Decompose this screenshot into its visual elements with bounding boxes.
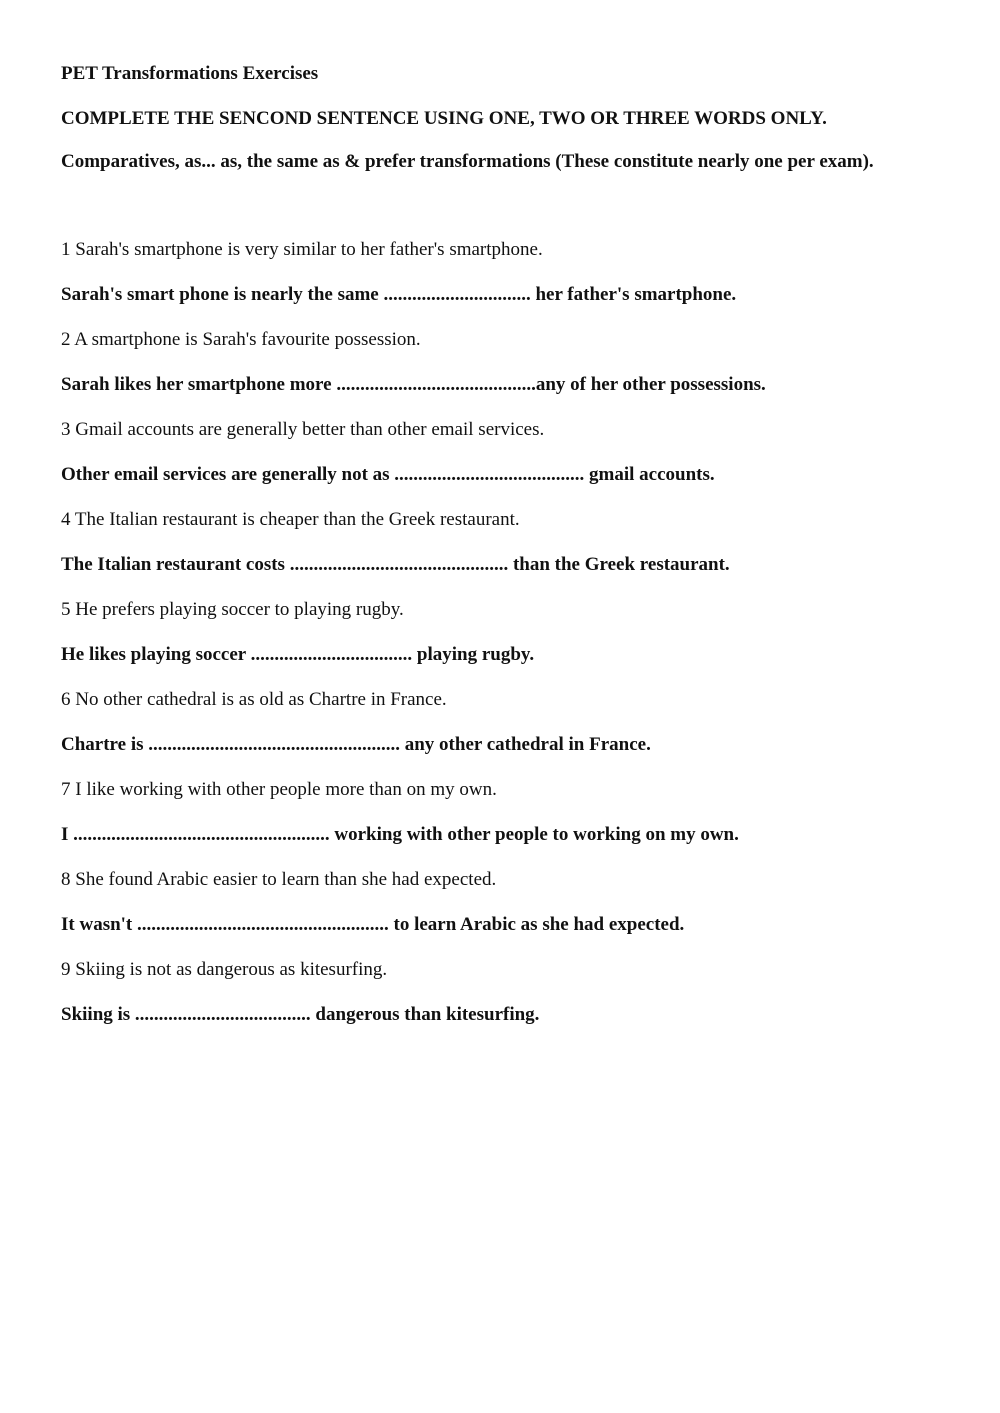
original-sentence: 5 He prefers playing soccer to playing rugby. <box>61 599 404 620</box>
transformation-sentence: Skiing is ..................................... dangerous than kitesurfing. <box>61 1004 540 1025</box>
transformation-sentence: Other email services are generally not as ........................................ gmail accounts. <box>61 464 715 485</box>
transformation-sentence: Chartre is ..................................................... any other cathedral in France. <box>61 734 651 755</box>
transformation-sentence: Sarah's smart phone is nearly the same ............................... her father's smartphone. <box>61 284 737 305</box>
original-sentence: 6 No other cathedral is as old as Chartre in France. <box>61 689 447 710</box>
exercise-item-7 <box>61 778 941 847</box>
transformation-sentence: He likes playing soccer .................................. playing rugby. <box>61 644 535 665</box>
original-sentence: 7 I like working with other people more than on my own. <box>61 779 497 800</box>
transformation-sentence: It wasn't ..................................................... to learn Arabic as she had expected. <box>61 914 685 935</box>
original-sentence: 9 Skiing is not as dangerous as kitesurfing. <box>61 959 388 980</box>
original-sentence: 4 The Italian restaurant is cheaper than the Greek restaurant. <box>61 509 520 530</box>
exercise-item-3 <box>61 418 941 487</box>
transformation-sentence: I ...................................................... working with other people to working on my own. <box>61 824 739 845</box>
exercise-item-6 <box>61 688 941 757</box>
exercise-item-5 <box>61 598 941 667</box>
exercise-item-1 <box>61 238 941 307</box>
original-sentence: 2 A smartphone is Sarah's favourite possession. <box>61 329 421 350</box>
worksheet-page <box>61 62 941 1027</box>
exercise-item-9 <box>61 958 941 1027</box>
exercise-list <box>61 238 941 1027</box>
exercise-item-4 <box>61 508 941 577</box>
transformation-sentence: The Italian restaurant costs .............................................. than the Greek restaurant. <box>61 554 730 575</box>
original-sentence: 3 Gmail accounts are generally better than other email services. <box>61 419 545 440</box>
document-title: PET Transformations Exercises <box>61 63 319 84</box>
original-sentence: 1 Sarah's smartphone is very similar to her father's smartphone. <box>61 239 543 260</box>
exercise-item-2 <box>61 328 941 397</box>
transformation-sentence: Sarah likes her smartphone more ..........................................any of her other possessions. <box>61 374 766 395</box>
exercise-item-8 <box>61 868 941 937</box>
topic-text: Comparatives, as... as, the same as & prefer transformations (These constitute nearly one per exam). <box>61 151 874 172</box>
instruction-text: COMPLETE THE SENCOND SENTENCE USING ONE, TWO OR THREE WORDS ONLY. <box>61 108 827 129</box>
original-sentence: 8 She found Arabic easier to learn than she had expected. <box>61 869 497 890</box>
